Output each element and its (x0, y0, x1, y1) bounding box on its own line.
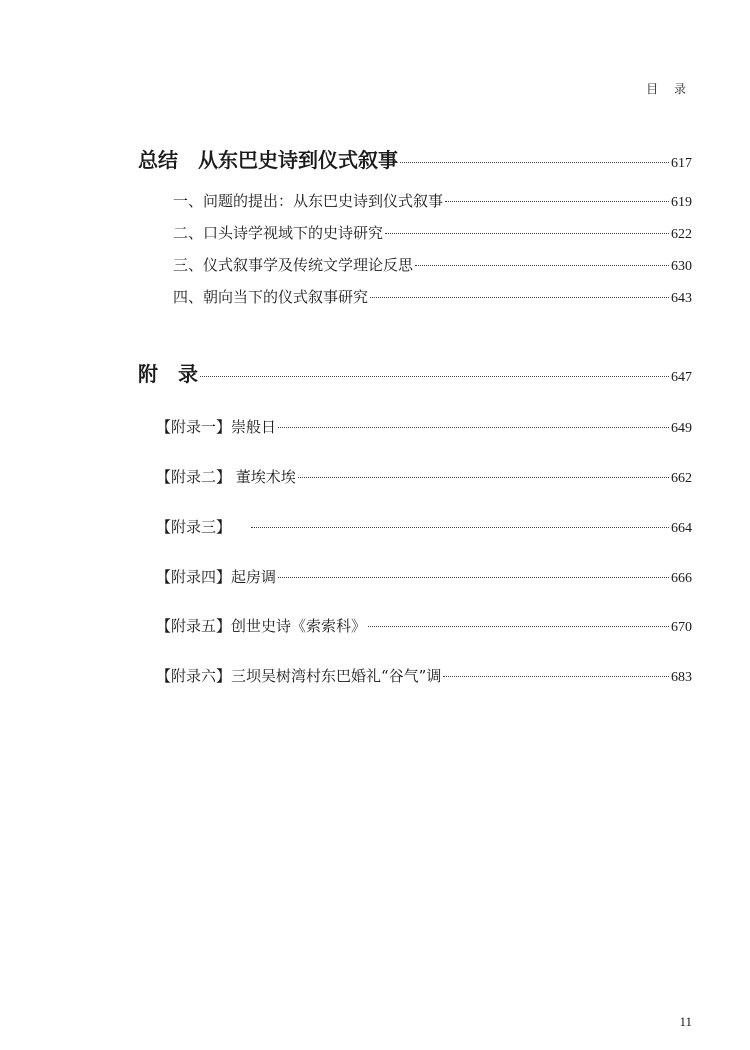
dot-leader (278, 427, 669, 428)
dot-leader (298, 477, 669, 478)
toc-page-number: 649 (671, 421, 692, 436)
toc-page-number: 622 (671, 227, 692, 242)
running-head: 目 录 (646, 82, 692, 96)
toc-entry-title: 附 录 (138, 362, 198, 386)
toc-appendix-item[interactable] (156, 466, 692, 487)
toc-page-number: 664 (671, 521, 692, 536)
dot-leader (251, 527, 669, 528)
toc-page-number: 643 (671, 291, 692, 306)
dot-leader (400, 162, 669, 163)
dot-leader (385, 233, 669, 234)
toc-entry-title: 总结 从东巴史诗到仪式叙事 (138, 148, 398, 172)
toc-page-number: 630 (671, 259, 692, 274)
dot-leader (200, 376, 669, 377)
toc-page-number: 662 (671, 471, 692, 486)
dot-leader (368, 626, 669, 627)
toc-chapter-appendix[interactable] (138, 358, 692, 387)
toc-entry-title: 【附录六】三坝吴树湾村东巴婚礼“谷气”调 (156, 667, 442, 685)
toc-section[interactable] (173, 190, 692, 211)
toc-page-number: 617 (671, 156, 692, 171)
toc-chapter-conclusion[interactable] (138, 144, 692, 173)
toc-entry-title: 一、问题的提出：从东巴史诗到仪式叙事 (173, 192, 444, 210)
toc-appendix-item[interactable] (156, 566, 692, 587)
dot-leader (278, 577, 669, 578)
toc-entry-title: 【附录三】 (156, 518, 232, 536)
toc-entry-title: 【附录一】崇般日 (156, 418, 277, 436)
page-number: 11 (679, 1014, 692, 1029)
toc-page-number: 670 (671, 620, 692, 635)
toc-entry-title: 三、仪式叙事学及传统文学理论反思 (173, 256, 414, 274)
toc-appendix-item[interactable] (156, 615, 692, 636)
dot-leader (443, 676, 669, 677)
toc-entry-title: 【附录四】起房调 (156, 568, 277, 586)
toc-page-number: 619 (671, 195, 692, 210)
dot-leader (415, 265, 669, 266)
toc-section[interactable] (173, 254, 692, 275)
toc-entry-title: 【附录二】 董埃术埃 (156, 468, 296, 486)
toc-section[interactable] (173, 222, 692, 243)
toc-section[interactable] (173, 286, 692, 307)
toc-appendix-item[interactable] (156, 416, 692, 437)
toc-page-number: 647 (671, 370, 692, 385)
toc-page-number: 666 (671, 571, 692, 586)
toc-page-number: 683 (671, 670, 692, 685)
toc-entry-title: 二、口头诗学视域下的史诗研究 (173, 224, 384, 242)
toc-appendix-item[interactable] (156, 516, 692, 537)
toc-appendix-item[interactable] (156, 665, 692, 686)
dot-leader (445, 201, 669, 202)
dot-leader (370, 297, 669, 298)
toc-entry-title: 【附录五】创世史诗《索索科》 (156, 617, 367, 635)
toc-entry-title: 四、朝向当下的仪式叙事研究 (173, 288, 369, 306)
